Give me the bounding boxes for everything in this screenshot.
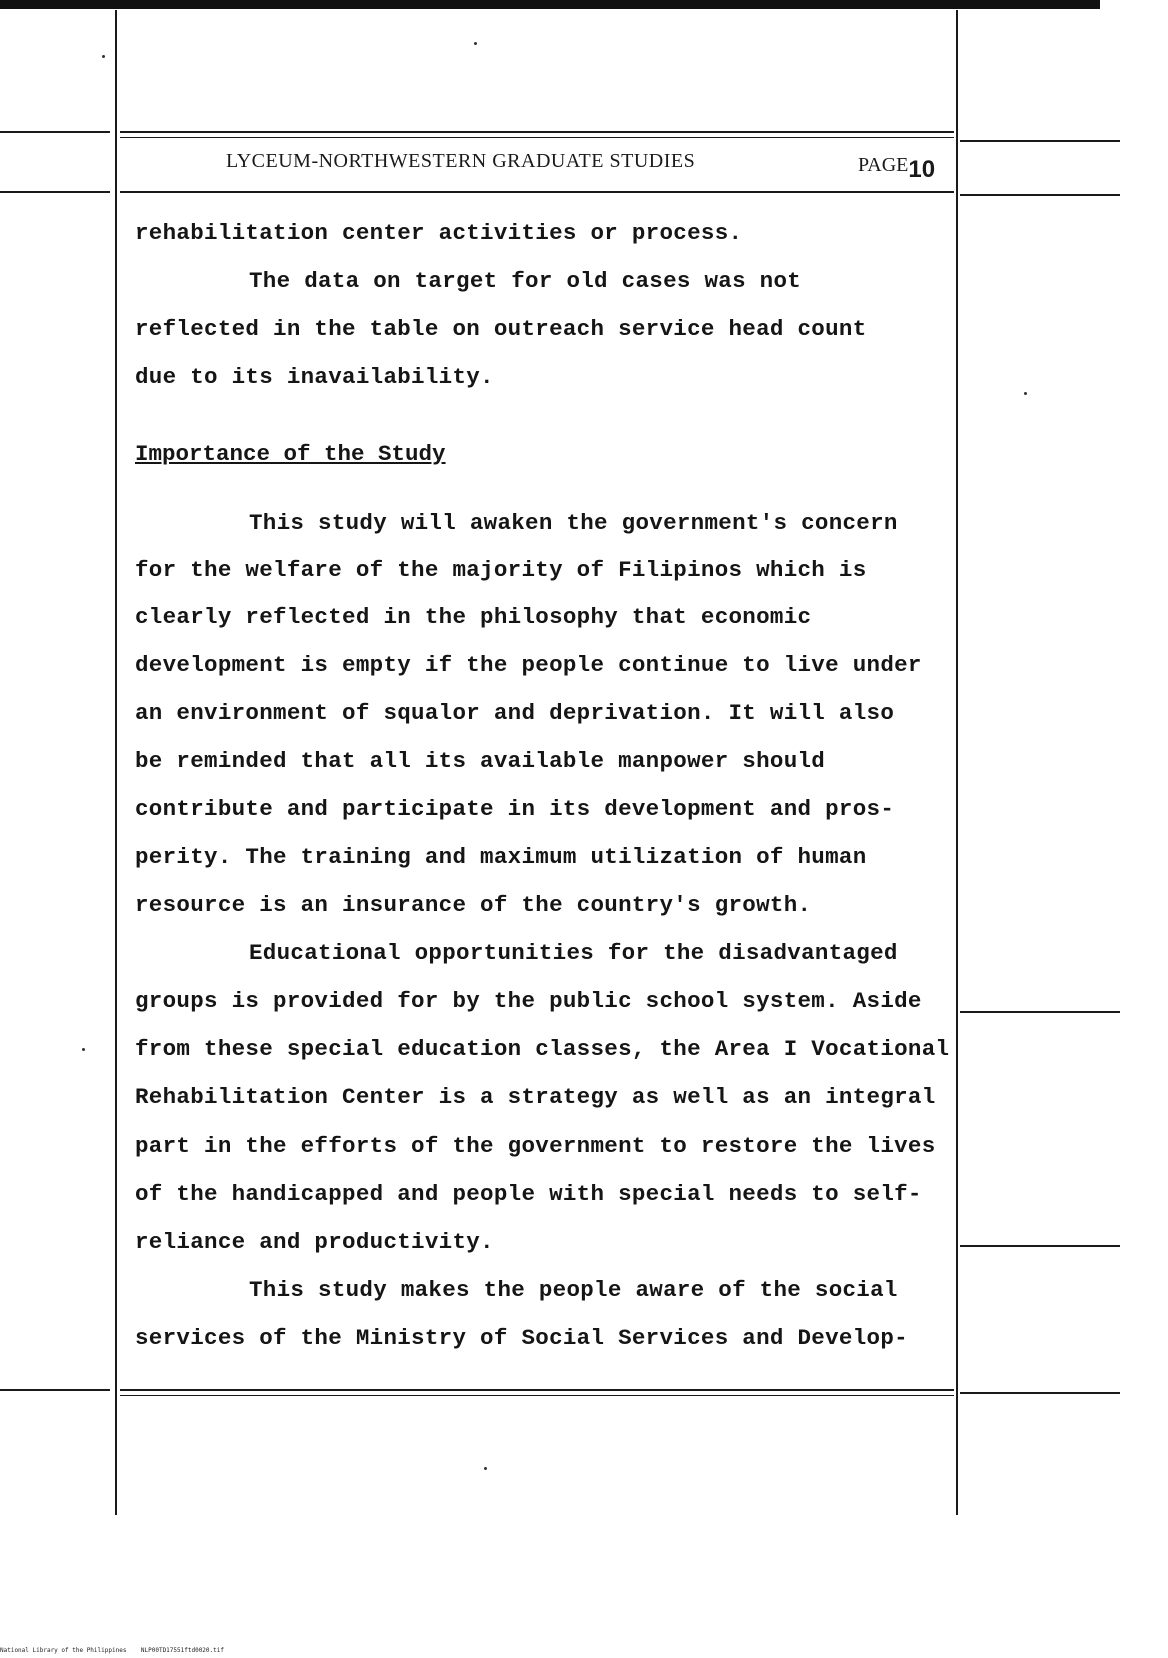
scan-speck [474, 42, 477, 45]
body-line: rehabilitation center activities or process. [135, 220, 743, 246]
body-line: perity. The training and maximum utilization of human [135, 844, 867, 870]
body-line: due to its inavailability. [135, 364, 494, 390]
page-number: 10 [908, 156, 936, 183]
footer-rule [120, 1389, 954, 1391]
right-tick-1 [960, 140, 1120, 142]
section-heading: Importance of the Study [135, 441, 446, 467]
body-line: resource is an insurance of the country's growth. [135, 892, 812, 918]
body-line: for the welfare of the majority of Filipinos which is [135, 557, 867, 583]
scan-speck [484, 1467, 487, 1470]
footer-rule-thin [120, 1395, 954, 1396]
body-line: from these special education classes, the Area I Vocational [135, 1036, 950, 1062]
header-title: LYCEUM-NORTHWESTERN GRADUATE STUDIES [226, 150, 696, 172]
body-line: The data on target for old cases was not [249, 268, 802, 294]
scan-speck [102, 55, 105, 58]
right-tick-3 [960, 1011, 1120, 1013]
right-tick-5 [960, 1392, 1120, 1394]
page-label: PAGE [858, 154, 909, 176]
body-line: Educational opportunities for the disadvantaged [249, 940, 898, 966]
file-name: NLP00TD17551ftd0020.tif [140, 1647, 224, 1654]
right-tick-2 [960, 194, 1120, 196]
body-line: reflected in the table on outreach service head count [135, 316, 867, 342]
top-border [0, 0, 1100, 9]
right-tick-4 [960, 1245, 1120, 1247]
right-margin-line [956, 10, 958, 1515]
body-line: development is empty if the people continue to live under [135, 652, 922, 678]
body-line: groups is provided for by the public school system. Aside [135, 988, 922, 1014]
body-line: contribute and participate in its development and pros- [135, 796, 895, 822]
scan-speck [1024, 392, 1027, 395]
left-tick-3 [0, 1389, 110, 1391]
left-tick-2 [0, 191, 110, 193]
body-line: reliance and productivity. [135, 1229, 494, 1255]
left-tick-1 [0, 131, 110, 133]
header-rule-top-thin [120, 137, 954, 138]
body-line: Rehabilitation Center is a strategy as well as an integral [135, 1084, 936, 1110]
body-line: This study makes the people aware of the social [249, 1277, 898, 1303]
left-margin-line [115, 10, 117, 1515]
body-line: part in the efforts of the government to restore the lives [135, 1133, 936, 1159]
body-line: of the handicapped and people with special needs to self- [135, 1181, 922, 1207]
body-line: clearly reflected in the philosophy that economic [135, 604, 812, 630]
header-rule-bottom [120, 191, 954, 193]
header-page [858, 150, 936, 183]
body-line: services of the Ministry of Social Services and Develop- [135, 1325, 908, 1351]
library-name: National Library of the Philippines [0, 1647, 127, 1654]
scan-caption [0, 1647, 224, 1654]
body-line: This study will awaken the government's concern [249, 510, 898, 536]
body-line: be reminded that all its available manpower should [135, 748, 826, 774]
body-line: an environment of squalor and deprivation. It will also [135, 700, 895, 726]
header-rule-top [120, 131, 954, 133]
scan-speck [82, 1048, 85, 1051]
